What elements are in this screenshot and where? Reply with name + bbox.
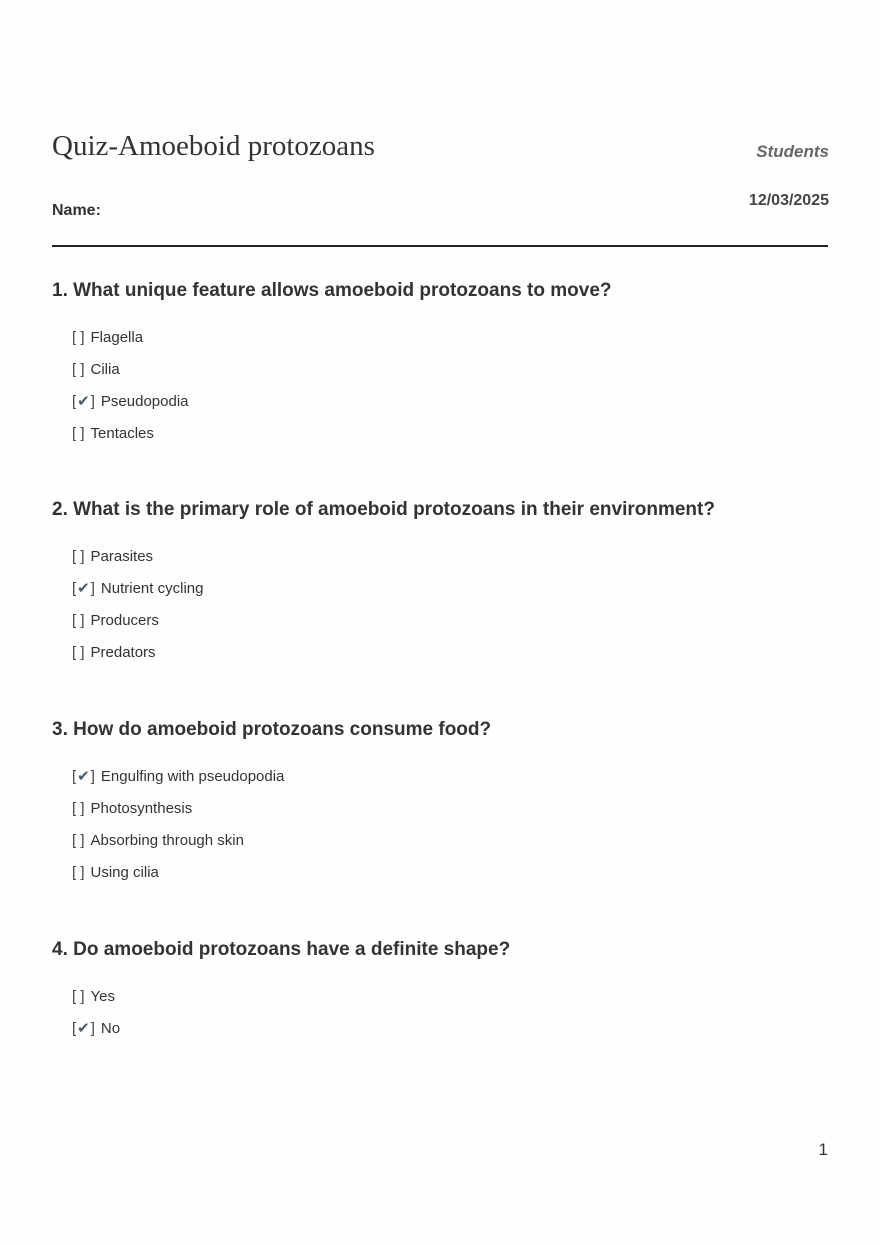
header-divider — [52, 245, 828, 247]
option-label: Predators — [90, 644, 156, 661]
checkbox-checked[interactable]: [✔] — [72, 580, 95, 597]
checkbox[interactable]: [ ] — [72, 361, 85, 378]
option-item[interactable] — [72, 361, 848, 393]
checkbox-checked[interactable]: [✔] — [72, 1020, 95, 1037]
question-1 — [52, 279, 828, 442]
check-mark-icon: ✔ — [77, 768, 90, 785]
option-item[interactable] — [72, 988, 848, 1020]
checkbox[interactable]: [ ] — [72, 548, 85, 565]
checkbox[interactable]: [ ] — [72, 612, 85, 629]
question-text: 2. What is the primary role of amoeboid protozoans in their environment? — [52, 499, 715, 520]
option-label: Tentacles — [90, 425, 154, 442]
option-label: Yes — [90, 988, 115, 1005]
option-label: Photosynthesis — [90, 800, 193, 817]
question-text: 3. How do amoeboid protozoans consume food? — [52, 719, 492, 740]
page-number: 1 — [818, 1140, 828, 1159]
option-label: Engulfing with pseudopodia — [100, 768, 285, 785]
option-list — [72, 988, 848, 1052]
checkbox[interactable]: [ ] — [72, 988, 85, 1005]
question-text: 4. Do amoeboid protozoans have a definite shape? — [52, 939, 511, 960]
check-mark-icon: ✔ — [77, 393, 90, 410]
option-label: Cilia — [90, 361, 120, 378]
audience-label: Students — [756, 142, 829, 161]
checkbox[interactable]: [ ] — [72, 644, 85, 661]
checkbox-checked[interactable]: [✔] — [72, 768, 95, 785]
check-mark-icon: ✔ — [77, 580, 90, 597]
option-label: Flagella — [90, 329, 144, 346]
question-3 — [52, 718, 828, 881]
checkbox[interactable]: [ ] — [72, 425, 85, 442]
option-item[interactable] — [72, 832, 848, 864]
option-item[interactable] — [72, 800, 848, 832]
checkbox-checked[interactable]: [✔] — [72, 393, 95, 410]
option-label: Parasites — [90, 548, 154, 565]
page-title: Quiz-Amoeboid protozoans — [52, 130, 375, 162]
option-item[interactable] — [72, 1020, 848, 1052]
option-label: Using cilia — [90, 864, 159, 881]
option-label: Producers — [90, 612, 159, 629]
option-item[interactable] — [72, 548, 848, 580]
question-4 — [52, 938, 828, 1037]
option-item[interactable] — [72, 329, 848, 361]
option-item[interactable] — [72, 425, 848, 457]
option-list — [72, 329, 848, 457]
option-list — [72, 548, 848, 676]
option-label: Pseudopodia — [100, 393, 189, 410]
checkbox[interactable]: [ ] — [72, 800, 85, 817]
checkbox[interactable]: [ ] — [72, 832, 85, 849]
option-label: No — [100, 1020, 121, 1037]
quiz-date: 12/03/2025 — [748, 192, 829, 209]
option-item[interactable] — [72, 864, 848, 896]
option-label: Nutrient cycling — [100, 580, 204, 597]
check-mark-icon: ✔ — [77, 1020, 90, 1037]
option-list — [72, 768, 848, 896]
name-label: Name: — [52, 202, 101, 219]
option-item[interactable] — [72, 768, 848, 800]
checkbox[interactable]: [ ] — [72, 329, 85, 346]
option-item[interactable] — [72, 644, 848, 676]
option-label: Absorbing through skin — [90, 832, 244, 849]
question-2 — [52, 498, 828, 661]
option-item[interactable] — [72, 612, 848, 644]
option-item[interactable] — [72, 580, 848, 612]
option-item[interactable] — [72, 393, 848, 425]
checkbox[interactable]: [ ] — [72, 864, 85, 881]
question-text: 1. What unique feature allows amoeboid protozoans to move? — [52, 280, 612, 301]
